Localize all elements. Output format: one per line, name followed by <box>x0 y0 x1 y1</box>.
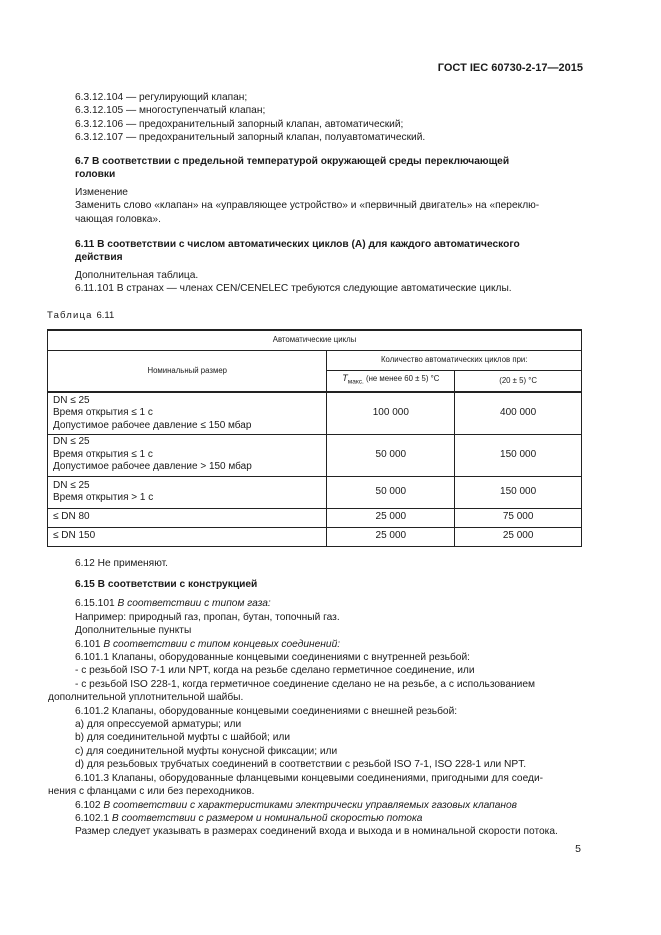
para-text: Например: природный газ, пропан, бутан, топочный газ. <box>75 611 340 623</box>
list-item: c) для соединительной муфты конусной фиксации; или <box>75 745 338 757</box>
para-text: - с резьбой ISO 7-1 или NPT, когда на резьбе сделано герметичное соединение, или <box>75 665 475 677</box>
size-line: Время открытия ≤ 1 с <box>53 448 153 460</box>
change-text: Заменить слово «клапан» на «управляющее устройство» и «первичный двигатель» на «переклю- <box>75 200 540 212</box>
table-row <box>48 476 582 508</box>
section-6-11 <box>48 238 582 296</box>
cycles-20c-cell: 150 000 <box>455 476 582 508</box>
para-6-102 <box>48 799 582 812</box>
table-caption-word: Таблица <box>47 310 93 321</box>
para-italic: В соответствии с типом концевых соединений: <box>103 638 341 650</box>
size-cell: ≤ DN 150 <box>48 527 327 546</box>
size-line: Допустимое рабочее давление > 150 мбар <box>53 461 252 473</box>
tmax-condition: (не менее 60 ± 5) °C <box>363 374 440 384</box>
para-number: 6.101 <box>75 638 104 650</box>
size-cell <box>48 476 327 508</box>
size-cell <box>48 392 327 434</box>
cycles-20c-cell: 150 000 <box>455 434 582 476</box>
col-header-20c: (20 ± 5) °C <box>455 370 582 392</box>
table-caption <box>47 309 114 322</box>
para-text: 6.101.2 Клапаны, оборудованные концевыми соединениями с внешней резьбой: <box>75 705 458 717</box>
section-heading: 6.11 В соответствии с числом автоматических циклов (А) для каждого автоматического <box>75 239 520 250</box>
col-header-size: Номинальный размер <box>48 350 327 392</box>
col-header-cycles: Количество автоматических циклов при: <box>327 350 582 370</box>
cycles-tmax-cell: 50 000 <box>327 476 455 508</box>
section-heading: 6.7 В соответствии с предельной температурой окружающей среды переключающей <box>75 156 510 167</box>
change-text-cont: чающая головка». <box>75 213 161 225</box>
table-row <box>48 527 582 546</box>
cycles-table <box>47 329 582 547</box>
table-row <box>48 508 582 527</box>
cycles-tmax-cell: 25 000 <box>327 508 455 527</box>
section-text: 6.12 Не применяют. <box>75 558 168 569</box>
standard-header: ГОСТ IEC 60730-2-17—2015 <box>437 62 583 74</box>
list-item: d) для резьбовых трубчатых соединений в соответствии с резьбой ISO 7-1, ISO 228-1 или NPT. <box>75 759 527 771</box>
size-line: Допустимое рабочее давление ≤ 150 мбар <box>53 419 252 431</box>
para-6-15-101 <box>48 597 582 610</box>
para-text: Дополнительные пункты <box>75 625 192 637</box>
section-heading-cont: головки <box>75 169 116 181</box>
section-6-7 <box>48 155 582 226</box>
table-caption-number: 6.11 <box>96 310 115 321</box>
page-number: 5 <box>575 843 581 855</box>
definition-item: 6.3.12.105 — многоступенчатый клапан; <box>75 105 266 117</box>
cycles-20c-cell: 75 000 <box>455 508 582 527</box>
section-6-15 <box>48 578 582 839</box>
para-6-101 <box>48 638 582 651</box>
cycles-tmax-cell: 100 000 <box>327 392 455 434</box>
size-line: DN ≤ 25 <box>53 479 90 491</box>
cycles-20c-cell: 400 000 <box>455 392 582 434</box>
list-item: a) для опрессуемой арматуры; или <box>75 719 242 731</box>
para-text: - с резьбой ISO 228-1, когда герметичное соединение сделано не на резьбе, а с использованием <box>75 678 536 690</box>
size-cell <box>48 434 327 476</box>
cycles-20c-cell: 25 000 <box>455 527 582 546</box>
cycles-tmax-cell: 25 000 <box>327 527 455 546</box>
size-line: DN ≤ 25 <box>53 436 90 448</box>
size-line: Время открытия ≤ 1 с <box>53 407 153 418</box>
change-label: Изменение <box>75 186 128 198</box>
table-title: Автоматические циклы <box>48 330 582 350</box>
definition-item: 6.3.12.104 — регулирующий клапан; <box>75 92 248 103</box>
section-text: 6.11.101 В странах — членах CEN/CENELEC требуются следующие автоматические циклы. <box>75 283 512 295</box>
para-text: 6.101.1 Клапаны, оборудованные концевыми соединениями с внутренней резьбой: <box>75 652 470 664</box>
definition-item: 6.3.12.106 — предохранительный запорный клапан, автоматический; <box>75 118 404 130</box>
para-number: 6.15.101 <box>75 598 118 610</box>
extra-label: Дополнительная таблица. <box>75 269 199 281</box>
para-number: 6.102.1 <box>75 812 112 824</box>
para-italic: В соответствии с типом газа: <box>117 598 271 610</box>
para-number: 6.102 <box>75 799 104 811</box>
tmax-symbol: T <box>342 373 348 384</box>
para-6-102-1 <box>48 812 582 825</box>
table-row <box>48 392 582 434</box>
para-text-cont: нения с фланцами с или без переходников. <box>48 786 255 798</box>
definitions-list <box>48 91 582 145</box>
para-italic: В соответствии с характеристиками электрически управляемых газовых клапанов <box>103 799 517 811</box>
size-line: DN ≤ 25 <box>53 394 90 406</box>
section-6-12 <box>48 557 582 570</box>
tmax-subscript: макс. <box>347 378 364 386</box>
size-cell: ≤ DN 80 <box>48 508 327 527</box>
para-text: 6.101.3 Клапаны, оборудованные фланцевыми концевыми соединениями, пригодными для соеди- <box>75 772 544 784</box>
col-header-tmax <box>327 370 455 392</box>
para-italic: В соответствии с размером и номинальной скоростью потока <box>111 812 423 824</box>
section-heading: 6.15 В соответствии с конструкцией <box>75 579 258 590</box>
para-text-cont: дополнительной уплотнительной шайбы. <box>48 692 244 704</box>
para-text: Размер следует указывать в размерах соединений входа и выхода и в номинальной скорости потока. <box>75 826 558 838</box>
definition-item: 6.3.12.107 — предохранительный запорный клапан, полуавтоматический. <box>75 132 426 144</box>
table-row <box>48 434 582 476</box>
section-heading-cont: действия <box>75 252 123 264</box>
size-line: Время открытия > 1 с <box>53 492 154 503</box>
list-item: b) для соединительной муфты с шайбой; или <box>75 732 291 744</box>
cycles-tmax-cell: 50 000 <box>327 434 455 476</box>
